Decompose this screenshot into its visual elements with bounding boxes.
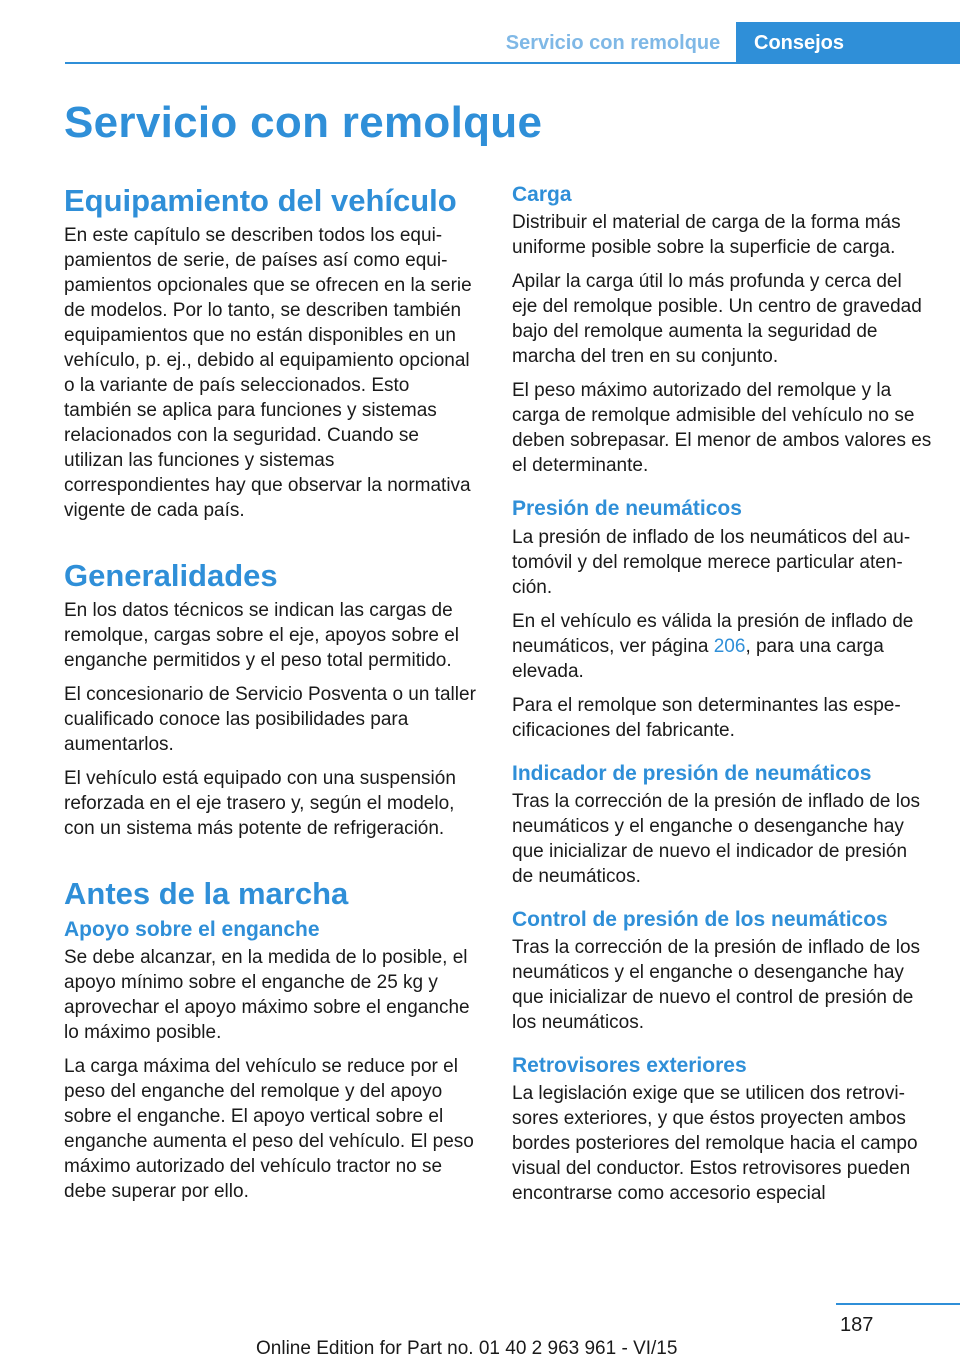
paragraph: El concesionario de Servicio Posventa o un taller cualificado conoce las posibilidades para aumentarlos.	[64, 684, 476, 756]
paragraph: Distribuir el material de carga de la forma más uniforme posible sobre la superficie de carga.	[512, 212, 901, 259]
edition-footer: Online Edition for Part no. 01 40 2 963 961 - VI/15	[256, 1338, 678, 1359]
paragraph: Para el remolque son determinantes las especificaciones del fabricante.	[512, 694, 901, 741]
page-number: 187	[840, 1314, 874, 1336]
paragraph: El vehículo está equipado con una suspensión reforzada en el eje trasero y, según el modelo, con un sistema más potente de refrigeración.	[64, 768, 456, 840]
paragraph: Tras la corrección de la presión de inflado de los neumáticos y el enganche o desenganche hay que inicializar de nuevo el control de presión de los neumáticos.	[512, 937, 921, 1033]
paragraph: En los datos técnicos se indican las cargas de remolque, cargas sobre el eje, apoyos sobre el enganche permitidos y el peso total permitido.	[64, 600, 460, 672]
text-fragment: En el vehículo es válida la presión de inflado de neumáticos, ver página	[512, 610, 914, 657]
page-link-206[interactable]: 206	[713, 635, 746, 657]
paragraph: El peso máximo autorizado del remolque y la carga de remolque admisible del vehículo no se deben sobrepasar. El menor de ambos valores es el determinante.	[512, 380, 932, 477]
subheading-control-presion: Control de presión de los neumáticos	[512, 907, 888, 931]
header-divider	[65, 62, 960, 64]
heading-antes-marcha: Antes de la marcha	[64, 876, 349, 912]
heading-equipamiento: Equipamiento del vehículo	[64, 183, 457, 218]
right-column	[512, 182, 932, 1215]
subheading-retrovisores: Retrovisores exteriores	[512, 1054, 747, 1077]
paragraph: Tras la corrección de la presión de inflado de los neumáticos y el enganche o desenganche hay que inicializar de nuevo el indicador de presión de neumáticos.	[512, 790, 921, 887]
left-column	[64, 182, 482, 1213]
page-title: Servicio con remolque	[64, 98, 543, 147]
text-fragment: , para una carga elevada.	[512, 635, 884, 682]
paragraph	[512, 609, 932, 684]
subheading-apoyo-enganche: Apoyo sobre el enganche	[64, 917, 320, 941]
paragraph: Se debe alcanzar, en la medida de lo posible, el apoyo mínimo sobre el enganche de 25 kg y aprovechar el apoyo máximo sobre el enganche lo máximo posible.	[64, 946, 470, 1043]
paragraph: En este capítulo se describen todos los equipamientos de serie, de países así como equipamientos opcionales que se ofrecen en la serie de modelos. Por lo tanto, se describen también equipamientos que no están disponibles en un vehículo, p. ej., debido al equipamiento opcional o la variante de país seleccionados. Esto también se aplica para funciones y sistemas relacionados con la seguridad. Cuando se utilizan las funciones y sistemas correspondientes hay que observar la normativa vigente de cada país.	[64, 225, 472, 522]
footer-divider	[836, 1303, 960, 1305]
header-section-tab[interactable]: Servicio con remolque	[505, 31, 721, 54]
paragraph: La legislación exige que se utilicen dos retrovisores exteriores, y que éstos proyecten ambos bordes posteriores del remolque hacia el campo visual del conductor. Estos retrovisores pueden encontrarse como accesorio especial	[512, 1083, 918, 1205]
paragraph: La presión de inflado de los neumáticos del automóvil y del remolque merece particular atención.	[512, 526, 911, 598]
heading-generalidades: Generalidades	[64, 558, 278, 594]
paragraph: La carga máxima del vehículo se reduce por el peso del enganche del remolque y del apoyo sobre el enganche. El apoyo vertical sobre el enganche aumenta el peso del vehículo. El peso máximo autorizado del vehículo tractor no se debe superar por ello.	[64, 1055, 474, 1202]
subheading-carga: Carga	[512, 183, 572, 206]
subheading-indicador-presion: Indicador de presión de neumáticos	[512, 761, 872, 785]
subheading-presion-neumaticos: Presión de neumáticos	[512, 497, 742, 521]
header-chapter-tab[interactable]: Consejos	[736, 22, 960, 64]
paragraph: Apilar la carga útil lo más profunda y cerca del eje del remolque posible. Un centro de gravedad bajo del remolque aumenta la seguridad de marcha del tren en su conjunto.	[512, 271, 922, 368]
